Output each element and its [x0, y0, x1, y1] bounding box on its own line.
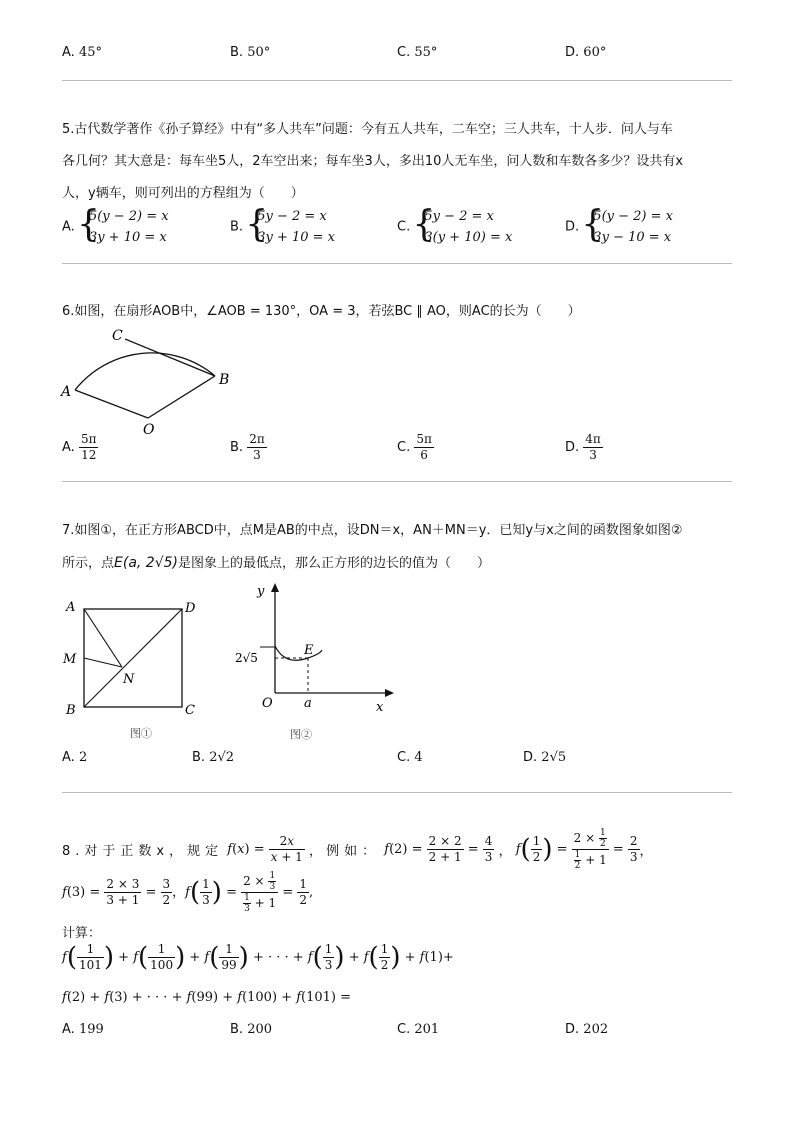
q7-stem-line1: 7.如图①，在正方形ABCD中，点M是AB的中点，设DN＝x，AN＋MN＝y．已知y与x之间的函数图象如图② [62, 523, 683, 538]
axis-label-x: x [376, 700, 384, 715]
q8-expression-line2: f(2) + f(3) + · · · + f(99) + f(100) + f(101) = [62, 990, 351, 1005]
q8-calc-label: 计算： [62, 926, 102, 941]
q8-stem-line2: f(3) = $\frac{2 \times 3}{3 + 1}$ = $\frac{3}{2}$ ，f( $\frac{1}{3}$ ) = 2 × $\frac{1}{3}$ $\frac{1}{3}$ + 1 = $\frac{1}{2}$ , [62, 871, 314, 914]
point-label-c: C [185, 703, 195, 718]
q5-option-d: D. { 5(y − 2) = x 3y − 10 = x [565, 206, 673, 248]
point-label-n: N [123, 672, 135, 687]
function-graph [230, 578, 400, 743]
q7-option-b: B. 2√2 [192, 750, 235, 765]
sector-figure [55, 322, 240, 437]
q6-stem: 6.如图，在扇形AOB中，∠AOB = 130°，OA = 3，若弦BC ∥ AO，则AC的长为（ ） [62, 304, 581, 319]
q4-option-c: C. 55° [397, 45, 438, 60]
figure-caption: 图② [290, 728, 312, 741]
tick-label-a: a [304, 696, 312, 711]
point-label-m: M [63, 652, 77, 667]
axis-label-y: y [257, 584, 265, 599]
q7-option-d: D. 2√5 [523, 750, 567, 765]
q7-stem-line2: 所示，点E(a, 2√5)是图象上的最低点，那么正方形的边长的值为（ ） [62, 555, 491, 571]
point-label-d: D [185, 601, 196, 616]
q5-stem-line1: 5.古代数学著作《孙子算经》中有“多人共车”问题：今有五人共车，二车空；三人共车，十人步．问人与车 [62, 122, 673, 137]
value-label: 2√5 [235, 651, 258, 665]
q6-option-d: D. $\frac{4\pi}{3}$ [565, 432, 601, 462]
q5-stem-line3: 人，y辆车，则可列出的方程组为（ ） [62, 186, 304, 201]
point-label-b: B [66, 703, 76, 718]
q8-option-c: C. 201 [397, 1022, 440, 1037]
point-label-a: A [61, 384, 72, 400]
q8-option-a: A. 199 [62, 1022, 104, 1037]
equation-system: { 5(y − 2) = x 3y − 10 = x [583, 206, 673, 248]
point-label-a: A [66, 600, 76, 615]
equation-system: { 5y − 2 = x 3(y + 10) = x [414, 206, 512, 248]
q4-option-b: B. 50° [230, 45, 271, 60]
divider [62, 263, 732, 264]
q8-expression-line1: f( $\frac{1}{101}$ ) + f( $\frac{1}{100}$ ) + f( $\frac{1}{99}$ ) + · · · + f( $\frac{1}{3}$ ) + f( $\frac{1}{2}$ ) + f(1)+ [62, 942, 454, 973]
y-axis-arrow [271, 583, 279, 592]
q7-option-a: A. 2 [62, 750, 88, 765]
point-label-e: E [304, 643, 314, 658]
diagonal-bd [84, 609, 182, 707]
radius-ob [148, 376, 215, 418]
equation-system: { 5(y − 2) = x 3y + 10 = x [79, 206, 169, 248]
q4-option-d: D. 60° [565, 45, 607, 60]
q6-option-a: A. $\frac{5\pi}{12}$ [62, 432, 97, 462]
equation-system: { 5y − 2 = x 3y + 10 = x [247, 206, 335, 248]
divider [62, 481, 732, 482]
square-figure [60, 597, 210, 742]
q6-option-b: B. $\frac{2\pi}{3}$ [230, 432, 265, 462]
q8-stem-line1: 8.对于正数x，规定 f(x) = $\frac{2x}{x + 1}$ ， 例如： f(2) = $\frac{2 \times 2}{2 + 1}$ = $\frac{4}{3}$ ， f( $\frac{1}{2}$ ) = 2 × $\frac{1}{2}$ $\frac{1}{2}$ + 1 = $\frac{2}{3}$ ， [62, 828, 653, 871]
q5-option-a: A. { 5(y − 2) = x 3y + 10 = x [62, 206, 169, 248]
segment-mn [84, 658, 122, 667]
q8-option-b: B. 200 [230, 1022, 273, 1037]
divider [62, 80, 732, 81]
figure-caption: 图① [130, 727, 152, 740]
q8-option-d: D. 202 [565, 1022, 609, 1037]
x-axis-arrow [385, 689, 394, 697]
q6-option-c: C. $\frac{5\pi}{6}$ [397, 432, 432, 462]
divider [62, 792, 732, 793]
q5-option-c: C. { 5y − 2 = x 3(y + 10) = x [397, 206, 512, 248]
q7-option-c: C. 4 [397, 750, 423, 765]
radius-oa [75, 390, 148, 418]
q5-stem-line2: 各几何？其大意是：每车坐5人，2车空出来；每车坐3人，多出10人无车坐，问人数和车数各多少？设共有x [62, 154, 684, 169]
arc-ab [75, 353, 215, 390]
point-label-o: O [143, 422, 155, 437]
q5-option-b: B. { 5y − 2 = x 3y + 10 = x [230, 206, 335, 248]
origin-label: O [262, 696, 273, 711]
point-label-b: B [219, 372, 230, 388]
segment-an [84, 609, 122, 667]
chord-bc [125, 339, 215, 376]
q4-option-a: A. 45° [62, 45, 102, 60]
point-label-c: C [112, 328, 123, 344]
